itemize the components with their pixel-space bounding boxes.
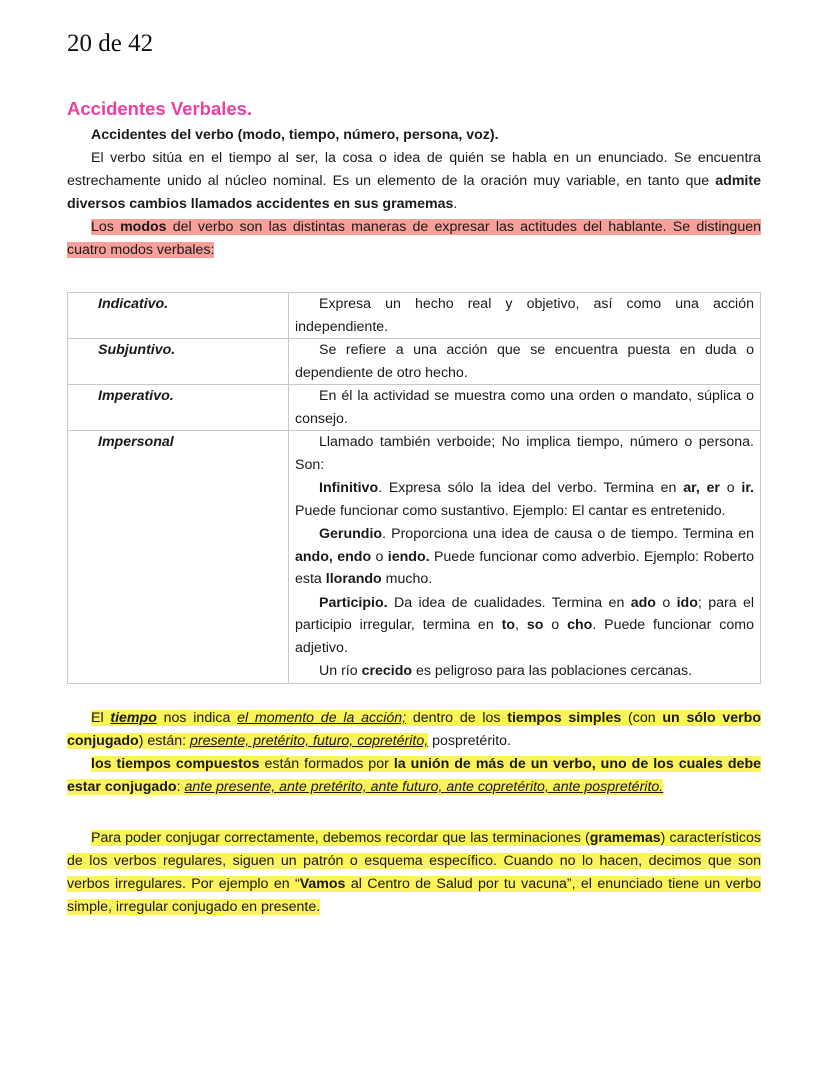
desc-cell: Expresa un hecho real y objetivo, así como una acción independiente. [289,293,761,339]
term-cell: Subjuntivo. [68,339,289,385]
tiempo-block [67,707,761,799]
impersonal-desc: Llamado también verboide; No implica tiempo, número o persona. Son: [295,434,754,473]
term-cell: Indicativo. [68,293,289,339]
desc-cell: En él la actividad se muestra como una orden o mandato, súplica o consejo. [289,385,761,431]
desc-cell: Se refiere a una acción que se encuentra puesta en duda o dependiente de otro hecho. [289,339,761,385]
table-row [68,339,761,385]
participio-desc: Participio. Da idea de cualidades. Termina en ado o ido; para el participio irregular, termina en to, so o cho. Puede funcionar como adjetivo. [295,594,755,656]
gerundio-desc: Gerundio. Proporciona una idea de causa o de tiempo. Termina en ando, endo o iendo. Puede funcionar como adverbio. Ejemplo: Roberto esta llorando mucho. [295,526,754,587]
intro-block [67,124,761,262]
compuestos-paragraph: los tiempos compuestos están formados por la unión de más de un verbo, uno de los cuales debe estar conjugado: ante presente, ante pretérito, ante futuro, ante copretérito, ante pospretérito. [67,756,762,795]
section-title: Accidentes Verbales. [67,98,253,119]
conjugar-paragraph: Para poder conjugar correctamente, debemos recordar que las terminaciones (gramemas) característicos de los verbos regulares, siguen un patrón o esquema específico. Cuando no lo hacen, decimos que son verbos irregulares. Por ejemplo en “Vamos al Centro de Salud por tu vacuna”, el enunciado tiene un verbo simple, irregular conjugado en presente. [67,830,762,915]
conjugar-block [67,827,761,919]
desc-cell [289,431,761,684]
page-number: 20 de 42 [67,30,154,57]
section-subtitle: Accidentes del verbo (modo, tiempo, número, persona, voz). [91,127,499,143]
tiempo-paragraph: El tiempo nos indica el momento de la acción; dentro de los tiempos simples (con un sólo verbo conjugado) están: presente, pretérito, futuro, copretérito, pospretérito. [67,710,761,749]
ejemplo-desc: Un río crecido es peligroso para las poblaciones cercanas. [319,663,693,679]
modos-paragraph: Los modos del verbo son las distintas maneras de expresar las actitudes del hablante. Se distinguen cuatro modos verbales: [67,219,761,258]
term-cell: Imperativo. [68,385,289,431]
infinitivo-desc: Infinitivo. Expresa sólo la idea del verbo. Termina en ar, er o ir. Puede funcionar como sustantivo. Ejemplo: El cantar es entretenido. [295,480,754,519]
table-row [68,431,761,684]
table-row [68,385,761,431]
term-cell: Impersonal [68,431,289,684]
intro-paragraph: El verbo sitúa en el tiempo al ser, la cosa o idea de quién se habla en un enunciado. Se encuentra estrechamente unido al núcleo nominal. Es un elemento de la oración muy variable, en tanto que admite diversos cambios llamados accidentes en sus gramemas. [67,150,761,212]
table-row [68,293,761,339]
modos-table [67,292,761,684]
